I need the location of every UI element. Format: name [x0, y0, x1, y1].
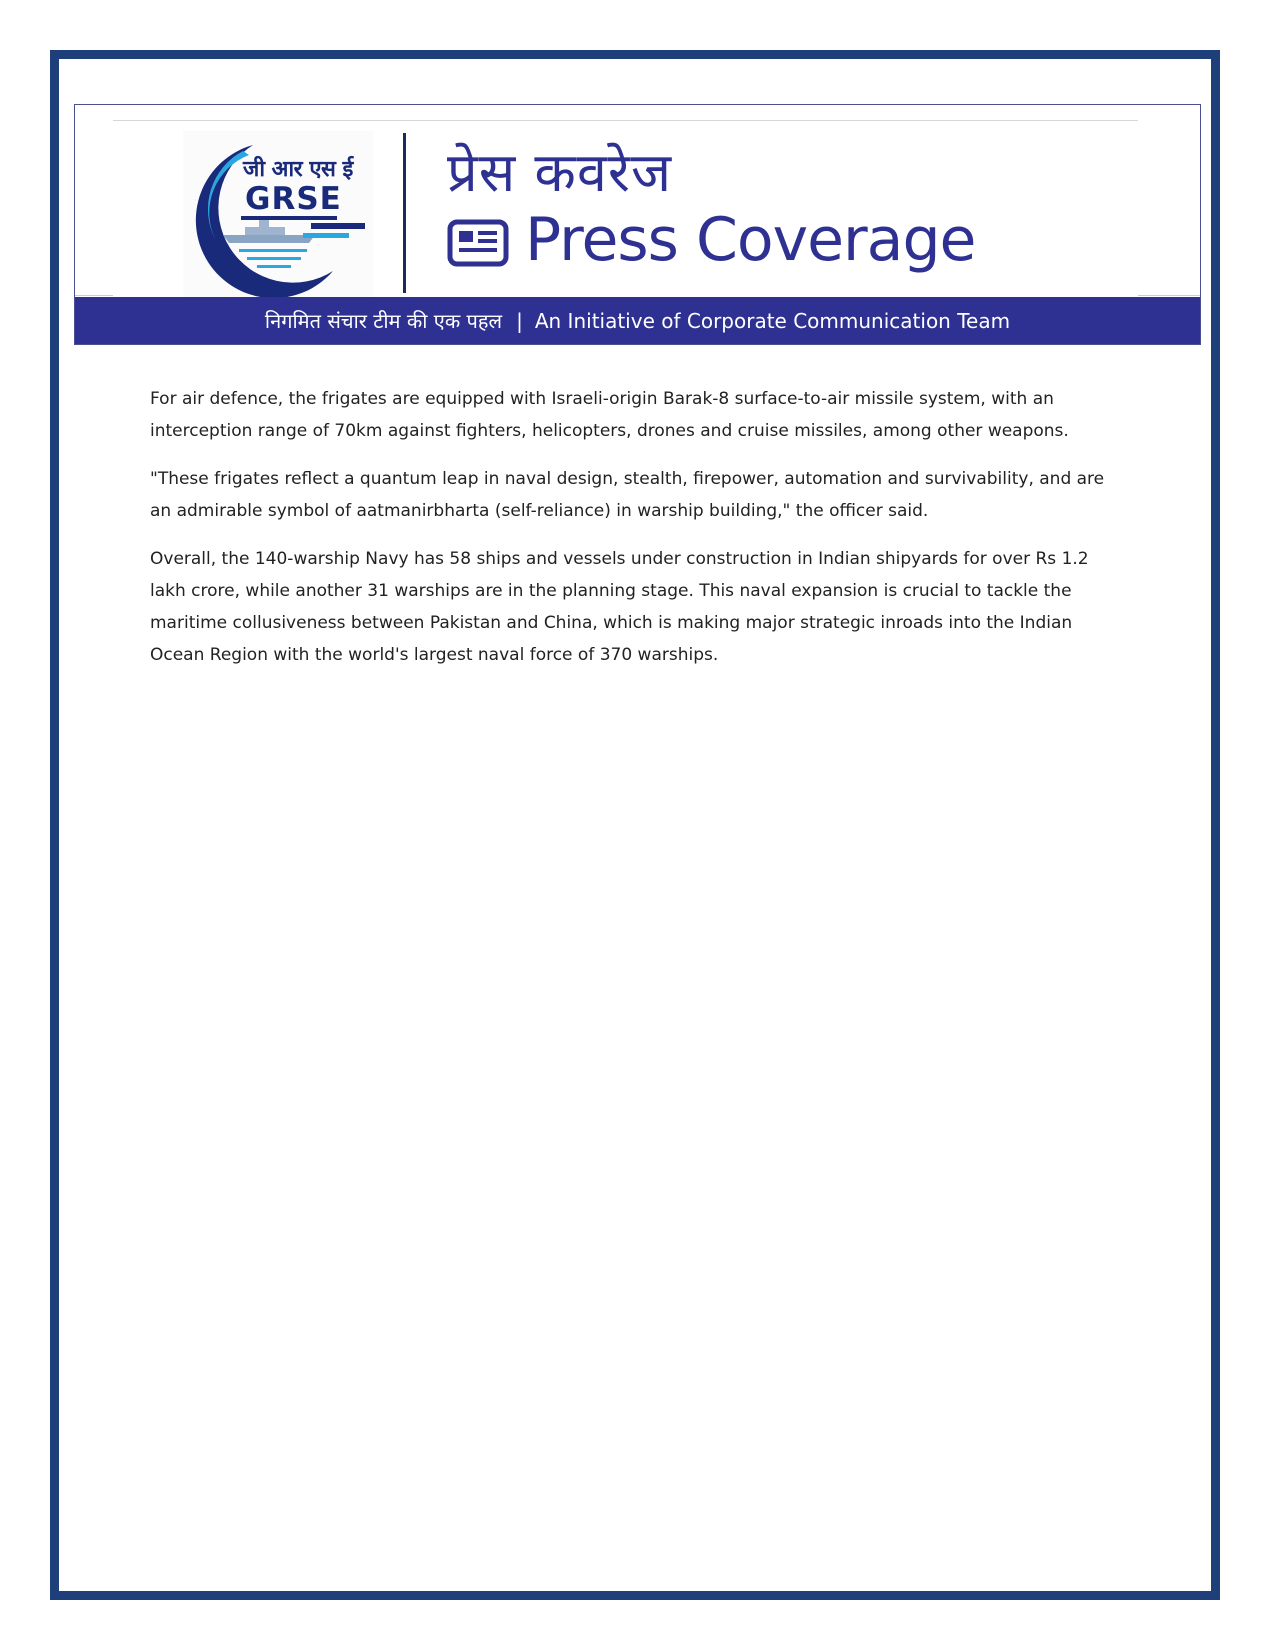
title-english-row	[447, 205, 975, 275]
newspaper-icon	[447, 219, 509, 267]
tagline-separator: |	[516, 308, 523, 333]
tagline-bar	[75, 297, 1200, 344]
article-paragraph: "These frigates reflect a quantum leap in naval design, stealth, firepower, automation and survivability, and are an admirable symbol of aatmanirbharta (self-reliance) in warship building," the officer said.	[150, 469, 1105, 521]
title-english: Press Coverage	[525, 205, 976, 275]
press-coverage-header	[74, 104, 1201, 345]
article-body	[150, 383, 1110, 687]
article-paragraph: Overall, the 140-warship Navy has 58 ships and vessels under construction in Indian shipyards for over Rs 1.2 lakh crore, while another 31 warships are in the planning stage. This naval expansion is crucial to tackle the maritime collusiveness between Pakistan and China, which is making major strategic inroads into the Indian Ocean Region with the world's largest naval force of 370 warships.	[150, 549, 1089, 665]
tagline-english: An Initiative of Corporate Communication Team	[534, 308, 1011, 333]
logo-hindi-text: जी आर एस ई	[243, 157, 353, 182]
banner-rule-right	[1138, 295, 1200, 296]
logo-english-text: GRSE	[245, 181, 342, 217]
grse-logo	[183, 131, 373, 297]
banner-top-rule	[113, 120, 1138, 121]
banner-divider	[403, 133, 406, 293]
banner-rule-left	[75, 295, 113, 296]
tagline-hindi: निगमित संचार टीम की एक पहल	[264, 309, 503, 333]
article-paragraph: For air defence, the frigates are equipped with Israeli-origin Barak-8 surface-to-air missile system, with an interception range of 70km against fighters, helicopters, drones and cruise missiles, among other weapons.	[150, 389, 1069, 441]
title-hindi: प्रेस कवरेज	[447, 141, 673, 204]
